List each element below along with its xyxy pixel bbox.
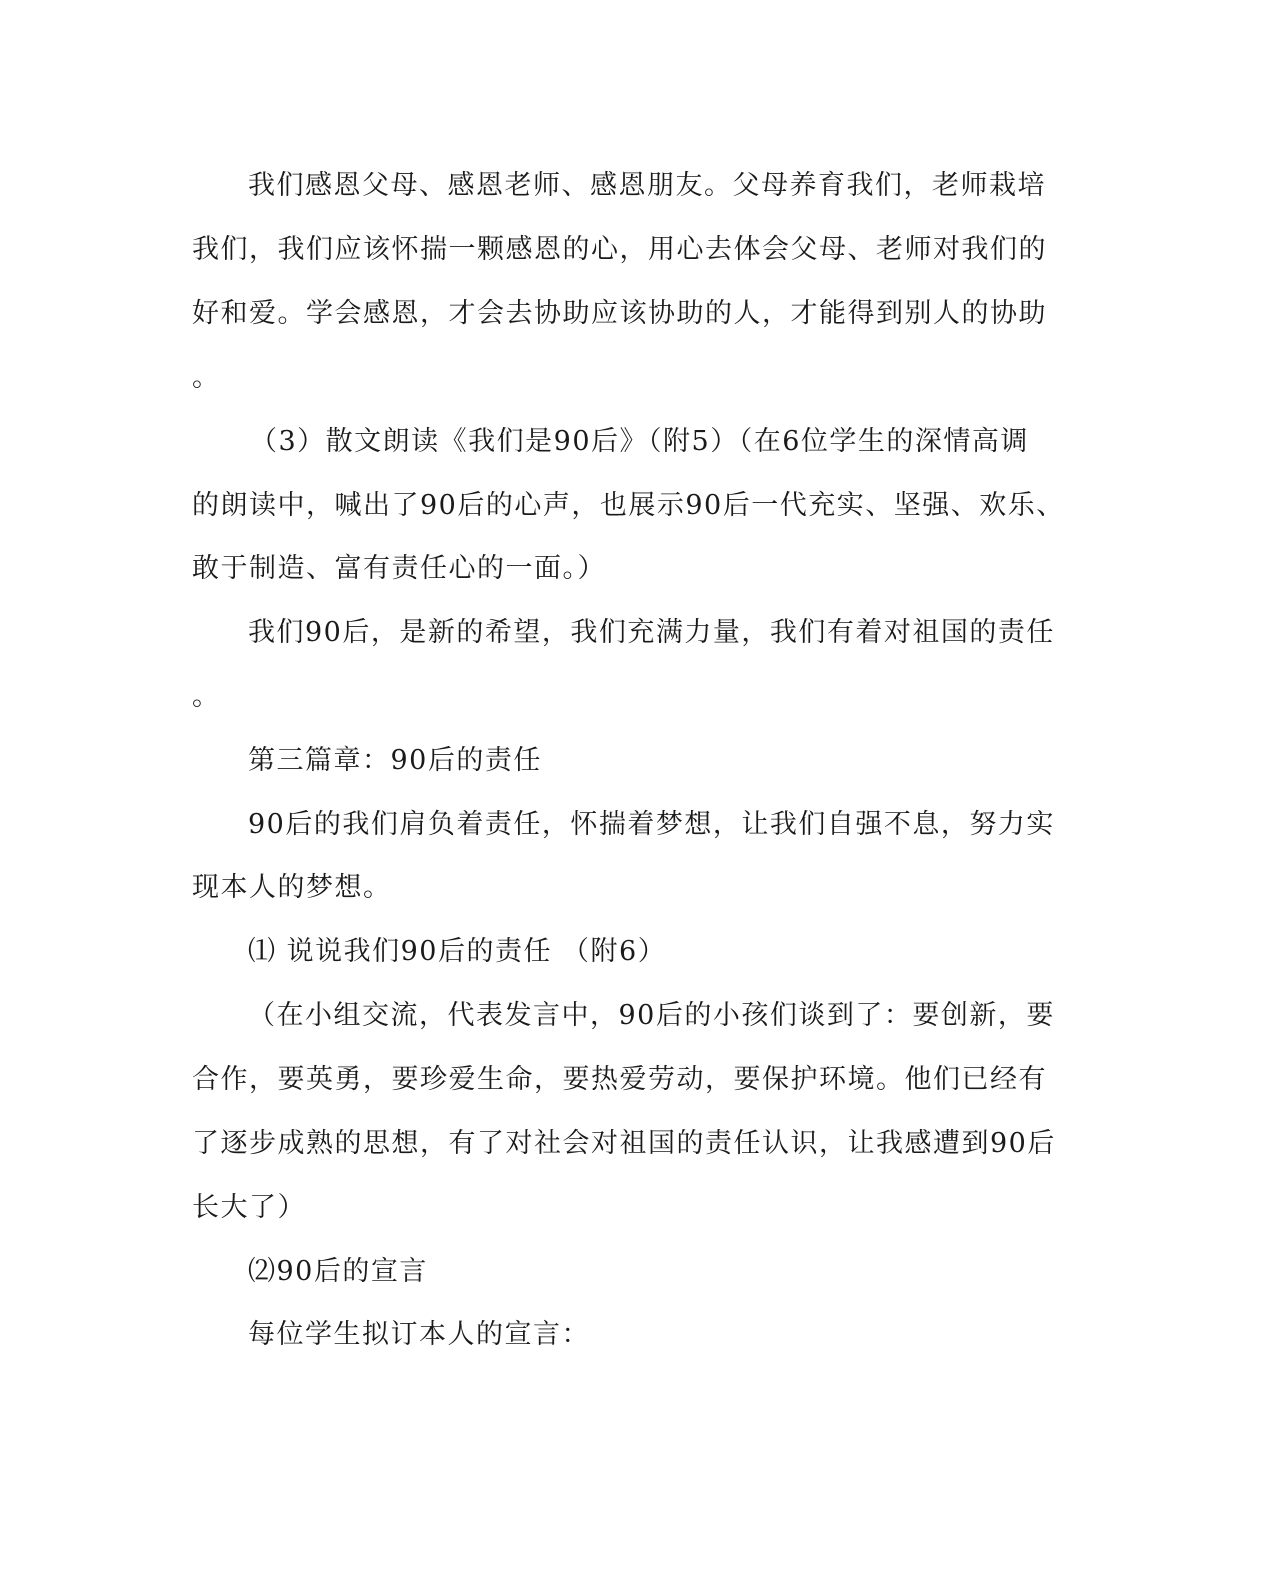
paragraph-reading-line-2: 的朗读中，喊出了90后的心声，也展示90后一代充实、坚强、欢乐、 xyxy=(192,490,1065,521)
item-1-heading: ⑴ 说说我们90后的责任 （附6） xyxy=(248,936,667,967)
paragraph-discussion-line-2: 合作，要英勇，要珍爱生命，要热爱劳动，要保护环境。他们已经有 xyxy=(192,1064,1047,1095)
paragraph-discussion-line-4: 长大了） xyxy=(192,1192,306,1223)
paragraph-reading-line-3: 敢于制造、富有责任心的一面。） xyxy=(192,553,606,584)
paragraph-gratitude-line-4: 。 xyxy=(192,362,221,393)
paragraph-hope-line-2: 。 xyxy=(192,681,221,712)
paragraph-declaration: 每位学生拟订本人的宣言： xyxy=(248,1319,590,1350)
item-2-heading: ⑵90后的宣言 xyxy=(248,1256,428,1287)
chapter-heading: 第三篇章：90后的责任 xyxy=(248,745,542,776)
paragraph-gratitude-line-1: 我们感恩父母、感恩老师、感恩朋友。父母养育我们，老师栽培 xyxy=(248,170,1046,201)
paragraph-hope-line-1: 我们90后，是新的希望，我们充满力量，我们有着对祖国的责任 xyxy=(248,617,1055,648)
paragraph-discussion-line-1: （在小组交流，代表发言中，90后的小孩们谈到了：要创新，要 xyxy=(248,1000,1055,1031)
paragraph-dream-line-1: 90后的我们肩负着责任，怀揣着梦想，让我们自强不息，努力实 xyxy=(248,809,1055,840)
paragraph-gratitude-line-2: 我们，我们应该怀揣一颗感恩的心，用心去体会父母、老师对我们的 xyxy=(192,234,1047,265)
paragraph-discussion-line-3: 了逐步成熟的思想，有了对社会对祖国的责任认识，让我感遭到90后 xyxy=(192,1128,1056,1159)
paragraph-gratitude-line-3: 好和爱。学会感恩，才会去协助应该协助的人，才能得到别人的协助 xyxy=(192,298,1047,329)
paragraph-dream-line-2: 现本人的梦想。 xyxy=(192,872,392,903)
paragraph-reading-line-1: （3）散文朗读《我们是90后》（附5）（在6位学生的深情高调 xyxy=(250,426,1029,457)
